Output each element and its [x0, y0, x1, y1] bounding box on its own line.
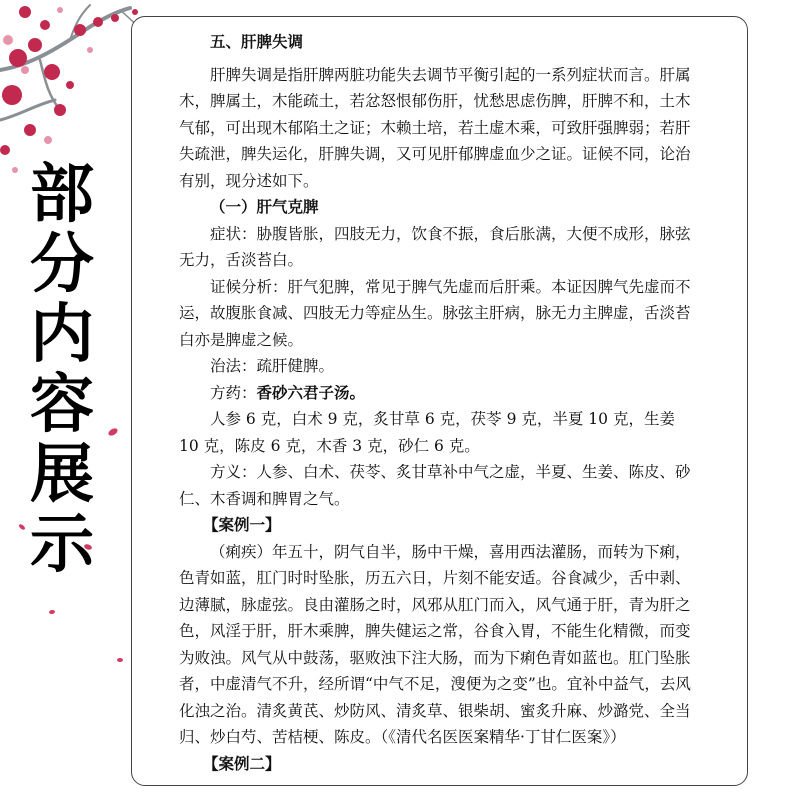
subsection-title: （一）肝气克脾: [210, 197, 319, 216]
page-content: [179, 29, 699, 777]
case1-paragraph: （痢疾）年五十，阴气自半，肠中干燥，喜用西法灌肠，而转为下痢，色青如蓝，肛门时时坠胀，历五六日，片刻不能安适。谷食减少，舌中剥、边薄腻，脉虚弦。良由灌肠之时，风邪从肛门而入，风气通于肝，青为肝之色，风淫于肝，肝木乘脾，脾失健运之常，谷食入胃，不能生化精微，而变为败浊。风气从中鼓荡，驱败浊下注大肠，而为下痢色青如蓝也。肛门坠胀者，中虚清气不升，经所谓“中气不足，溲便为之变”也。宜补中益气，去风化浊之治。清炙黄芪、炒防风、清炙草、银柴胡、蜜炙升麻、炒潞党、全当归、炒白芍、苦桔梗、陈皮。（《清代名医医案精华·丁甘仁医案》）: [179, 542, 691, 746]
formula-paragraph: [179, 380, 699, 407]
case2-label: 【案例二】: [203, 753, 281, 773]
case1-label: 【案例一】: [203, 515, 281, 534]
promo-title: [22, 160, 102, 580]
symptoms-paragraph: 症状：胁腹皆胀，四肢无力，饮食不振，食后胀满，大便不成形，脉弦无力，舌淡苔白。: [179, 224, 691, 269]
intro-paragraph: 肝脾失调是指肝脾两脏功能失去调节平衡引起的一系列症状而言。肝属木，脾属土，木能疏土，若忿怒恨郁伤肝，忧愁思虑伤脾，肝脾不和，土木气郁，可出现木郁陷土之证；木赖土培，若土虚木乘，可致肝强脾弱；若肝失疏泄，脾失运化，肝脾失调，又可见肝郁脾虚血少之证。证候不同，论治有别，现分述如下。: [179, 65, 691, 190]
formula-prefix: 方药：: [210, 383, 257, 402]
book-page: [131, 16, 748, 786]
formula-name: 香砂六君子汤。: [256, 382, 366, 402]
promo-title-char: 示: [30, 508, 94, 582]
promo-title-char: 部: [30, 158, 94, 232]
treatment-paragraph: 治法：疏肝健脾。: [210, 357, 335, 375]
ingredients-paragraph: 人参 6 克，白术 9 克，炙甘草 6 克，茯苓 9 克，半夏 10 克，生姜 10 克，陈皮 6 克，木香 3 克，砂仁 6 克。: [179, 410, 675, 455]
section-title: 五、肝脾失调: [210, 32, 304, 51]
promo-title-char: 容: [30, 368, 94, 442]
promo-title-char: 展: [30, 438, 94, 512]
analysis-paragraph: 证候分析：肝气犯脾，常见于脾气先虚而后肝乘。本证因脾气先虚而不运，故腹胀食减、四肢无力等症丛生。脉弦主肝病，脉无力主脾虚，舌淡苔白亦是脾虚之候。: [179, 277, 691, 349]
promo-title-char: 分: [30, 228, 94, 302]
explanation-paragraph: 方义：人参、白术、茯苓、炙甘草补中气之虚，半夏、生姜、陈皮、砂仁、木香调和脾胃之气。: [179, 463, 691, 508]
promo-title-char: 内: [30, 298, 94, 372]
